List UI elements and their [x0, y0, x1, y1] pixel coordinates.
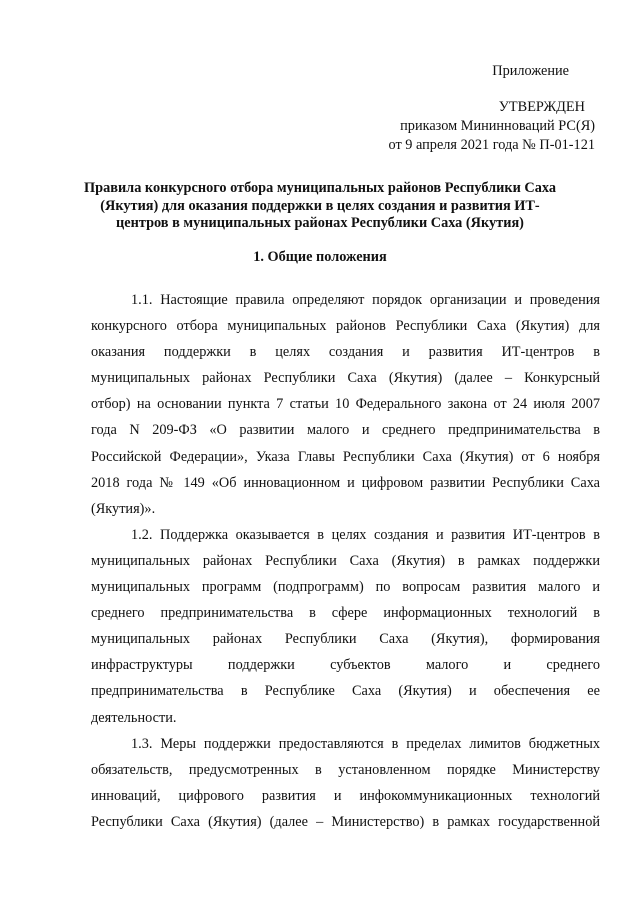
section-heading: 1. Общие положения — [253, 249, 387, 265]
text-line: 1.2. Поддержка оказывается в целях создания и развития ИТ-центров в — [131, 526, 600, 543]
text-line: инноваций, цифрового развития и инфокоммуникационных технологий — [91, 787, 600, 804]
text-line: предпринимательства в Республике Саха (Якутия) и обеспечения ее — [91, 683, 600, 700]
text-line: инфраструктуры поддержки субъектов малого и среднего — [91, 657, 600, 674]
text-line: муниципальных районах Республики Саха (Якутия) в рамках поддержки — [91, 552, 600, 569]
text-line: года N 209-ФЗ «О развитии малого и среднего предпринимательства в — [91, 422, 600, 439]
text-line: 1.3. Меры поддержки предоставляются в пределах лимитов бюджетных — [131, 735, 600, 752]
text-line: муниципальных районах Республики Саха (Якутия) (далее – Конкурсный — [91, 370, 600, 387]
text-line: отбор) на основании пункта 7 статьи 10 Федерального закона от 24 июля 2007 — [91, 396, 600, 413]
document-title — [60, 180, 580, 233]
text-line: (Якутия)». — [91, 500, 156, 517]
text-line: муниципальных программ (подпрограмм) по вопросам развития малого и — [91, 579, 600, 596]
text-line: оказания поддержки в целях создания и развития ИТ-центров в — [91, 344, 600, 361]
title-line: Правила конкурсного отбора муниципальных районов Республики Саха — [84, 180, 556, 196]
text-line: деятельности. — [91, 709, 177, 726]
approved-label: УТВЕРЖДЕН — [498, 99, 585, 115]
appendix-label: Приложение — [492, 63, 569, 79]
approval-header — [355, 62, 595, 155]
paragraph-1-3 — [91, 731, 600, 835]
title-line: центров в муниципальных районах Республики Саха (Якутия) — [116, 215, 524, 231]
paragraph-1-1 — [91, 287, 600, 522]
text-line: среднего предпринимательства в сфере информационных технологий в — [91, 605, 600, 622]
text-line: 2018 года № 149 «Об инновационном и цифровом развитии Республики Саха — [91, 474, 600, 491]
body-text — [91, 287, 600, 835]
text-line: муниципальных районах Республики Саха (Якутия), формирования — [91, 631, 600, 648]
paragraph-1-2 — [91, 522, 600, 731]
order-reference: приказом Мининноваций РС(Я) — [400, 118, 595, 134]
text-line: обязательств, предусмотренных в установленном порядке Министерству — [91, 761, 600, 778]
text-line: Республики Саха (Якутия) (далее – Министерство) в рамках государственной — [91, 813, 600, 830]
text-line: конкурсного отбора муниципальных районов Республики Саха (Якутия) для — [91, 318, 600, 335]
title-line: (Якутия) для оказания поддержки в целях создания и развития ИТ- — [100, 197, 540, 214]
text-line: Российской Федерации», Указа Главы Республики Саха (Якутия) от 6 ноября — [91, 448, 600, 465]
text-line: 1.1. Настоящие правила определяют порядок организации и проведения — [131, 292, 600, 308]
order-date: от 9 апреля 2021 года № П-01-121 — [388, 137, 595, 153]
